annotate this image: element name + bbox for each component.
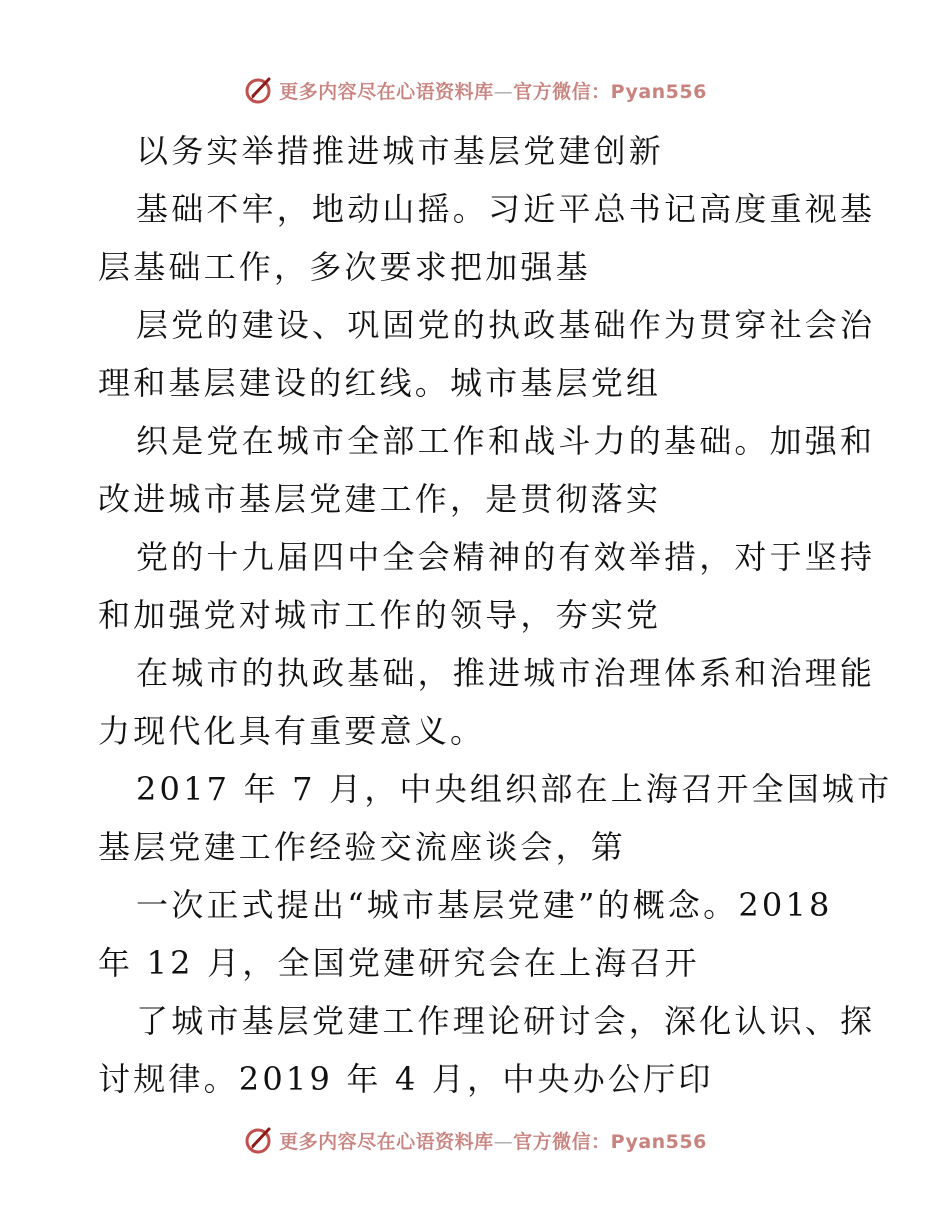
watermark-sub: 官方微信： xyxy=(513,1130,611,1153)
watermark-text xyxy=(279,1127,707,1154)
text-line: 力现代化具有重要意义。 xyxy=(98,712,486,750)
footer-watermark-banner xyxy=(0,1122,950,1158)
text-line: 了城市基层党建工作理论研讨会，深化认识、探 xyxy=(136,1002,876,1040)
watermark-text xyxy=(279,77,707,104)
watermark-main: 更多内容尽在心语资料库 xyxy=(279,1130,494,1153)
document-body xyxy=(98,122,893,1108)
watermark-dash: — xyxy=(493,1130,514,1153)
text-line: 织是党在城市全部工作和战斗力的基础。加强和 xyxy=(136,422,876,460)
text-line: 基层党建工作经验交流座谈会，第 xyxy=(98,828,627,866)
text-line: 年 12 月，全国党建研究会在上海召开 xyxy=(98,944,700,982)
text-line: 在城市的执政基础，推进城市治理体系和治理能 xyxy=(136,654,876,692)
watermark-main: 更多内容尽在心语资料库 xyxy=(279,80,494,103)
header-watermark-banner xyxy=(0,72,950,108)
brush-logo-icon xyxy=(243,74,275,106)
text-line: 理和基层建设的红线。城市基层党组 xyxy=(98,364,662,402)
watermark-id: Pyan556 xyxy=(610,80,707,103)
watermark-sub: 官方微信： xyxy=(513,80,611,103)
watermark-id: Pyan556 xyxy=(610,1130,707,1153)
watermark-dash: — xyxy=(493,80,514,103)
brush-logo-icon xyxy=(243,1124,275,1156)
text-line: 基础不牢，地动山摇。习近平总书记高度重视基 xyxy=(136,190,876,228)
text-line: 层基础工作，多次要求把加强基 xyxy=(98,248,591,286)
text-line: 党的十九届四中全会精神的有效举措，对于坚持 xyxy=(136,538,876,576)
text-line: 改进城市基层党建工作，是贯彻落实 xyxy=(98,480,662,518)
text-line: 层党的建设、巩固党的执政基础作为贯穿社会治 xyxy=(136,306,876,344)
text-line: 2017 年 7 月，中央组织部在上海召开全国城市 xyxy=(136,770,893,808)
text-line: 一次正式提出“城市基层党建”的概念。2018 xyxy=(136,886,833,924)
text-line: 讨规律。2019 年 4 月，中央办公厅印 xyxy=(98,1060,714,1098)
document-title: 以务实举措推进城市基层党建创新 xyxy=(136,132,665,170)
text-line: 和加强党对城市工作的领导，夯实党 xyxy=(98,596,662,634)
